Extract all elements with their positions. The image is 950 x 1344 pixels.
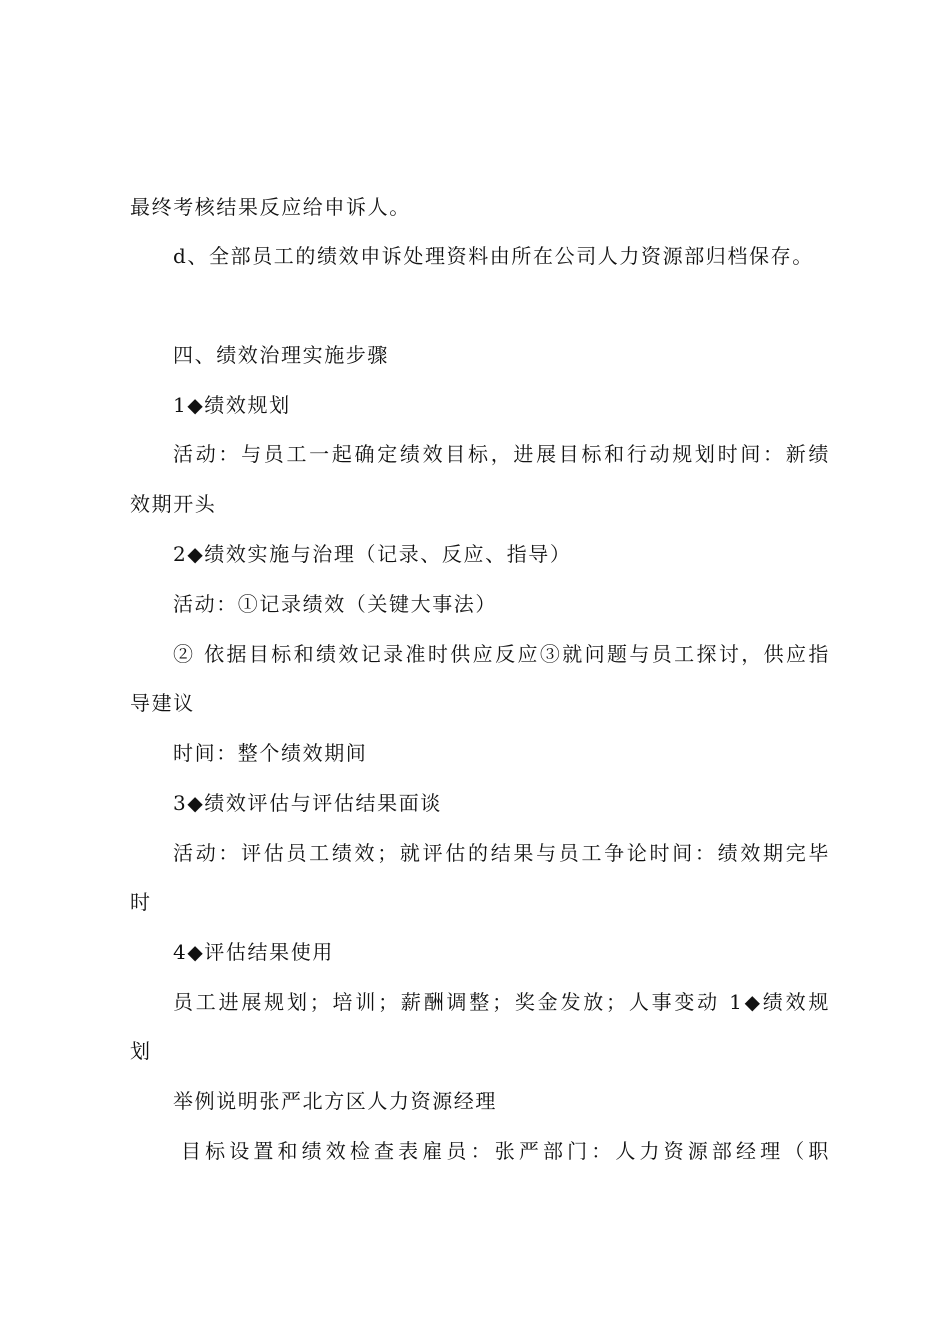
- step-heading: 4◆评估结果使用: [173, 940, 334, 964]
- text-line: 举例说明张严北方区人力资源经理: [173, 1089, 497, 1113]
- text-line: 活动：①记录绩效（关键大事法）: [173, 592, 497, 616]
- text-line: 活动：评估员工绩效；就评估的结果与员工争论时间：绩效期完毕: [173, 841, 830, 865]
- text-line: 员工进展规划；培训；薪酬调整；奖金发放；人事变动 1◆绩效规: [173, 990, 830, 1014]
- step-heading: 1◆绩效规划: [173, 393, 291, 417]
- step-heading: 3◆绩效评估与评估结果面谈: [173, 791, 442, 815]
- text-line: 导建议: [130, 691, 195, 715]
- text-line: 时: [130, 890, 152, 914]
- section-heading: 四、绩效治理实施步骤: [173, 343, 389, 367]
- text-line: 最终考核结果反应给申诉人。: [130, 195, 411, 219]
- text-line: 效期开头: [130, 492, 217, 516]
- text-line: 活动：与员工一起确定绩效目标，进展目标和行动规划时间：新绩: [173, 442, 830, 466]
- step-heading: 2◆绩效实施与治理（记录、反应、指导）: [173, 542, 572, 566]
- text-line: ② 依据目标和绩效记录准时供应反应③就问题与员工探讨，供应指: [173, 642, 830, 666]
- text-line: 划: [130, 1039, 152, 1063]
- text-line: 目标设置和绩效检查表雇员：张严部门：人力资源部经理（职: [181, 1139, 830, 1163]
- text-line: 时间：整个绩效期间: [173, 741, 368, 765]
- text-line: d、全部员工的绩效申诉处理资料由所在公司人力资源部归档保存。: [173, 244, 814, 268]
